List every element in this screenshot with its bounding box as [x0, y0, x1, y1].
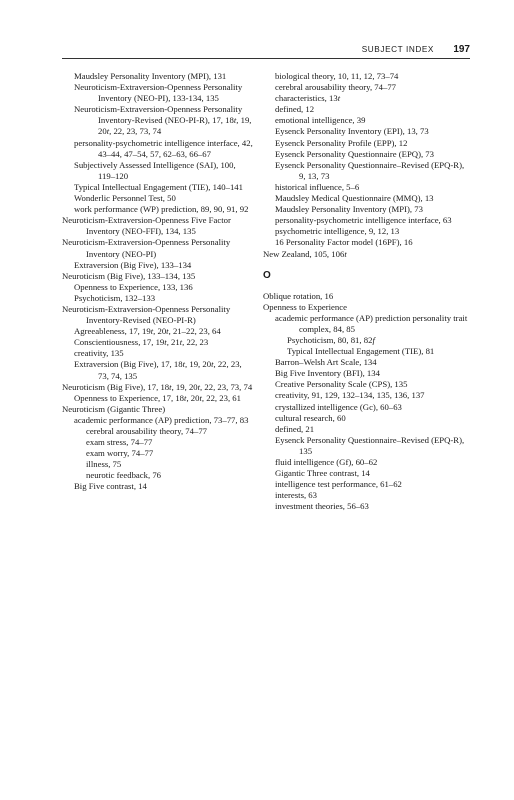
- index-subentry: Typical Intellectual Engagement (TIE), 81: [287, 346, 435, 357]
- index-subentry: Maudsley Personality Inventory (MPI), 131: [74, 71, 227, 81]
- index-subentry: Neuroticism-Extraversion-Openness Personality Inventory (NEO-PI), 133-134, 135: [74, 82, 243, 104]
- index-subentry: Openness to Experience, 17, 18t, 20t, 22, 23, 61: [74, 392, 241, 403]
- index-subentry: investment theories, 56–63: [275, 501, 369, 512]
- index-main-entry: Neuroticism (Big Five), 133–134, 135: [62, 270, 196, 281]
- index-subentry: Wonderlic Personnel Test, 50: [74, 193, 176, 204]
- index-subentry: creativity, 91, 129, 132–134, 135, 136, 137: [275, 390, 425, 401]
- index-main-entry: Neuroticism-Extraversion-Openness Personality Inventory (NEO-PI): [62, 237, 231, 259]
- index-subentry: exam stress, 74–77: [86, 437, 153, 448]
- index-subentry: Creative Personality Scale (CPS), 135: [275, 379, 408, 390]
- index-subentry: personality-psychometric intelligence interface, 63: [275, 215, 452, 226]
- section-letter-heading: O: [263, 269, 271, 281]
- index-subentry: cerebral arousability theory, 74–77: [86, 426, 208, 436]
- index-subentry: personality-psychometric intelligence interface, 42, 43–44, 47–54, 57, 62–63, 66–67: [74, 137, 253, 159]
- index-subentry: defined, 12: [275, 104, 315, 115]
- index-subentry: Eysenck Personality Questionnaire (EPQ), 73: [275, 148, 434, 159]
- index-subentry: Psychoticism, 132–133: [74, 292, 156, 303]
- index-subentry: Eysenck Personality Questionnaire–Revised (EPQ-R), 9, 13, 73: [275, 159, 465, 181]
- index-subentry: Eysenck Personality Inventory (EPI), 13, 73: [275, 126, 429, 137]
- index-subentry: interests, 63: [275, 490, 317, 501]
- index-subentry: Openness to Experience, 133, 136: [74, 281, 193, 292]
- index-subentry: historical influence, 5–6: [275, 181, 360, 192]
- running-head: SUBJECT INDEX: [361, 45, 434, 54]
- index-main-entry: Oblique rotation, 16: [263, 290, 334, 301]
- index-subentry: cerebral arousability theory, 74–77: [275, 82, 397, 93]
- index-subentry: creativity, 135: [74, 348, 124, 359]
- index-subentry: Neuroticism-Extraversion-Openness Personality Inventory-Revised (NEO-PI-R), 17, 18t, 19, 20t, 22, 23, 73, 74: [74, 104, 252, 137]
- index-subentry: Big Five contrast, 14: [74, 481, 147, 492]
- index-subentry: characteristics, 13t: [275, 93, 341, 104]
- index-subentry: exam worry, 74–77: [86, 448, 154, 459]
- page-header: [62, 44, 470, 59]
- index-main-entry: Neuroticism-Extraversion-Openness Personality Inventory-Revised (NEO-PI-R): [62, 303, 231, 326]
- index-subentry: Maudsley Personality Inventory (MPI), 73: [275, 204, 423, 215]
- index-subentry: Typical Intellectual Engagement (TIE), 140–141: [74, 181, 243, 192]
- index-subentry: academic performance (AP) prediction personality trait complex, 84, 85: [275, 312, 468, 334]
- index-subentry: illness, 75: [86, 459, 122, 470]
- index-subentry: intelligence test performance, 61–62: [275, 479, 402, 490]
- index-subentry: cultural research, 60: [275, 412, 346, 423]
- index-main-entry: Openness to Experience: [263, 301, 347, 312]
- index-subentry: crystallized intelligence (Gc), 60–63: [275, 401, 402, 412]
- index-main-entry: New Zealand, 105, 106t: [263, 248, 347, 259]
- index-subentry: Subjectively Assessed Intelligence (SAI), 100, 119–120: [74, 159, 236, 181]
- index-subentry: Eysenck Personality Questionnaire–Revised (EPQ-R), 135: [275, 434, 465, 456]
- index-subentry: fluid intelligence (Gf), 60–62: [275, 457, 378, 467]
- page-number: 197: [453, 44, 470, 55]
- index-main-entry: Neuroticism (Big Five), 17, 18t, 19, 20t, 22, 23, 73, 74: [62, 381, 253, 392]
- index-subentry: neurotic feedback, 76: [86, 470, 162, 481]
- index-subentry: psychometric intelligence, 9, 12, 13: [275, 226, 400, 237]
- index-main-entry: Neuroticism-Extraversion-Openness Five Factor Inventory (NEO-FFI), 134, 135: [62, 215, 231, 237]
- index-main-entry: Neuroticism (Gigantic Three): [62, 403, 166, 414]
- index-subentry: 16 Personality Factor model (16PF), 16: [275, 237, 413, 248]
- index-subentry: Extraversion (Big Five), 17, 18t, 19, 20t, 22, 23, 73, 74, 135: [74, 359, 242, 381]
- index-subentry: emotional intelligence, 39: [275, 115, 366, 126]
- index-column-right: [263, 71, 471, 512]
- index-subentry: academic performance (AP) prediction, 73–77, 83: [74, 414, 249, 425]
- index-subentry: Agreeableness, 17, 19t, 20t, 21–22, 23, 64: [74, 326, 221, 337]
- index-subentry: biological theory, 10, 11, 12, 73–74: [275, 71, 399, 81]
- index-subentry: Maudsley Medical Questionnaire (MMQ), 13: [275, 193, 434, 204]
- index-subentry: Eysenck Personality Profile (EPP), 12: [275, 137, 408, 148]
- index-subentry: Psychoticism, 80, 81, 82f: [287, 334, 375, 345]
- index-subentry: Gigantic Three contrast, 14: [275, 468, 370, 479]
- index-subentry: Barron–Welsh Art Scale, 134: [275, 357, 377, 368]
- index-subentry: Conscientiousness, 17, 19t, 21t, 22, 23: [74, 337, 209, 348]
- index-column-left: [62, 71, 254, 493]
- index-subentry: defined, 21: [275, 423, 315, 434]
- index-subentry: Extraversion (Big Five), 133–134: [74, 259, 192, 270]
- index-subentry: Big Five Inventory (BFI), 134: [275, 368, 380, 379]
- index-subentry: work performance (WP) prediction, 89, 90, 91, 92: [74, 204, 249, 215]
